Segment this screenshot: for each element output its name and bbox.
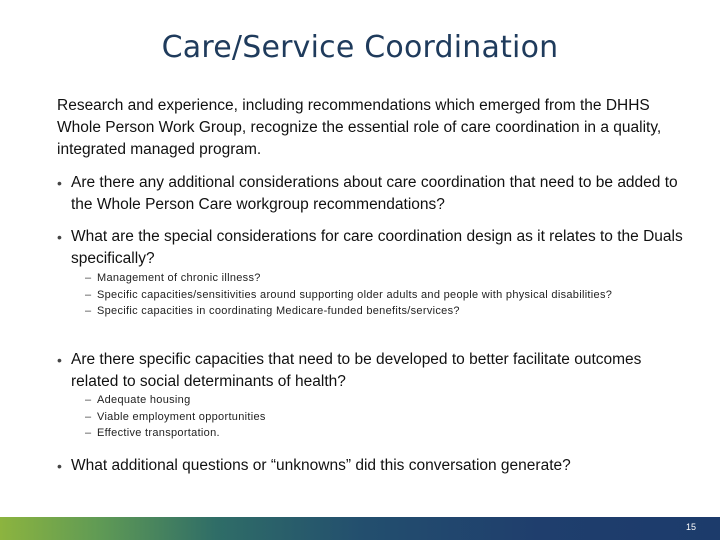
bullet-text: What additional questions or “unknowns” did this conversation generate?	[71, 457, 571, 474]
sub-item-text: Management of chronic illness?	[97, 272, 261, 284]
sub-list-item	[85, 303, 655, 320]
bullet-item	[57, 172, 686, 216]
sub-item-text: Specific capacities in coordinating Medicare-funded benefits/services?	[97, 305, 460, 317]
bullet-item	[57, 455, 686, 477]
intro-paragraph: Research and experience, including recommendations which emerged from the DHHS Whole Person Work Group, recognize the essential role of care coordination in a quality, integrated managed program.	[57, 97, 662, 158]
sub-list	[85, 392, 655, 442]
sub-list-item	[85, 270, 655, 287]
bullet-icon: •	[57, 175, 62, 191]
dash-icon: –	[85, 288, 92, 301]
bullet-text: Are there specific capacities that need to be developed to better facilitate outcomes related to social determinants of health?	[71, 351, 642, 390]
dash-icon: –	[85, 272, 92, 284]
sub-item-text: Specific capacities/sensitivities around supporting older adults and people with physical disabilities?	[97, 288, 613, 301]
dash-icon: –	[85, 394, 92, 406]
bullet-icon: •	[57, 458, 62, 474]
sub-list-item	[85, 409, 655, 426]
bullet-item	[57, 349, 686, 393]
page-number: 15	[685, 522, 696, 532]
bullet-text: What are the special considerations for care coordination design as it relates to the Duals specifically?	[71, 228, 683, 267]
sub-item-text: Adequate housing	[97, 394, 191, 406]
sub-item-text: Viable employment opportunities	[97, 410, 266, 423]
sub-list	[85, 270, 655, 320]
bullet-item	[57, 226, 686, 270]
sub-item-text: Effective transportation.	[97, 427, 220, 439]
bullet-icon: •	[57, 352, 62, 368]
footer-bar	[0, 517, 720, 540]
sub-list-item	[85, 392, 655, 409]
dash-icon: –	[85, 410, 92, 423]
bullet-icon: •	[57, 229, 62, 245]
dash-icon: –	[85, 305, 92, 317]
slide-title: Care/Service Coordination	[161, 30, 559, 65]
bullet-text: Are there any additional considerations about care coordination that need to be added to the Whole Person Care workgroup recommendations?	[71, 174, 678, 213]
sub-list-item	[85, 425, 655, 442]
dash-icon: –	[85, 427, 92, 439]
sub-list-item	[85, 287, 655, 304]
